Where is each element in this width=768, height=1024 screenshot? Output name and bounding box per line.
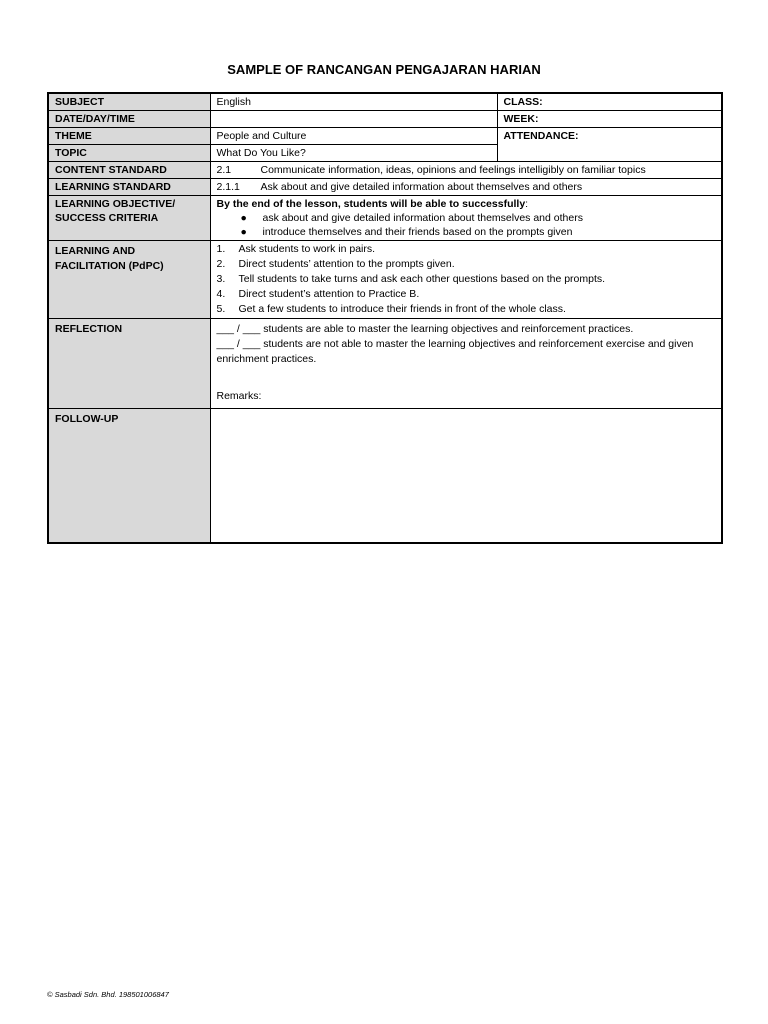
label-objective-line1: LEARNING OBJECTIVE/ xyxy=(55,198,176,210)
label-class: CLASS: xyxy=(497,93,722,111)
reflection-line1: ___ / ___ students are able to master the learning objectives and reinforcement practices. xyxy=(216,323,634,335)
content-standard-number: 2.1 xyxy=(216,164,232,176)
reflection-remarks: Remarks: xyxy=(216,390,262,402)
objective-intro xyxy=(217,197,716,211)
value-facilitation xyxy=(210,241,722,319)
value-followup xyxy=(210,409,722,543)
row-reflection xyxy=(48,319,722,409)
objective-intro-colon: : xyxy=(525,198,529,210)
label-content-standard: CONTENT STANDARD xyxy=(48,162,210,179)
objective-intro-text: By the end of the lesson, students will be able to successfully xyxy=(216,198,526,210)
list-item: 1. Ask students to work in pairs. xyxy=(216,243,376,255)
value-subject: English xyxy=(210,93,497,111)
label-facilitation-line2: FACILITATION (PdPC) xyxy=(55,260,164,272)
bullet-icon: ● xyxy=(240,226,247,238)
label-objective xyxy=(48,196,210,241)
label-facilitation-line1: LEARNING AND xyxy=(55,245,136,257)
learning-standard-number: 2.1.1 xyxy=(216,181,240,193)
value-theme: People and Culture xyxy=(210,128,497,145)
label-reflection: REFLECTION xyxy=(48,319,210,409)
value-objective xyxy=(210,196,722,241)
document-title: SAMPLE OF RANCANGAN PENGAJARAN HARIAN xyxy=(227,62,541,77)
label-date: DATE/DAY/TIME xyxy=(48,111,210,128)
row-theme xyxy=(48,128,722,145)
row-date xyxy=(48,111,722,128)
label-followup: FOLLOW-UP xyxy=(48,409,210,543)
row-followup xyxy=(48,409,722,543)
reflection-line2: ___ / ___ students are not able to master the learning objectives and reinforcement exercise and given enrichment practices. xyxy=(216,338,694,365)
list-item: ● ask about and give detailed information about themselves and others xyxy=(240,212,583,224)
row-learning-standard xyxy=(48,179,722,196)
label-facilitation xyxy=(48,241,210,319)
value-content-standard xyxy=(210,162,722,179)
row-content-standard xyxy=(48,162,722,179)
label-subject: SUBJECT xyxy=(48,93,210,111)
row-objective xyxy=(48,196,722,241)
list-item: ● introduce themselves and their friends based on the prompts given xyxy=(240,226,573,238)
objective-list xyxy=(217,211,716,239)
value-topic: What Do You Like? xyxy=(210,145,497,162)
label-objective-line2: SUCCESS CRITERIA xyxy=(55,212,159,224)
list-item: 4. Direct student’s attention to Practice B. xyxy=(216,288,420,300)
bullet-icon: ● xyxy=(240,212,247,224)
copyright-footer: © Sasbadi Sdn. Bhd. 198501006847 xyxy=(47,990,169,999)
value-reflection xyxy=(210,319,722,409)
list-item: 3. Tell students to take turns and ask each other questions based on the prompts. xyxy=(216,273,606,285)
label-theme: THEME xyxy=(48,128,210,145)
value-date xyxy=(210,111,497,128)
row-facilitation xyxy=(48,241,722,319)
label-learning-standard: LEARNING STANDARD xyxy=(48,179,210,196)
list-item: 2. Direct students’ attention to the prompts given. xyxy=(216,258,455,270)
content-standard-text: Communicate information, ideas, opinions and feelings intelligibly on familiar topics xyxy=(260,164,646,176)
learning-standard-text: Ask about and give detailed information about themselves and others xyxy=(260,181,583,193)
row-subject xyxy=(48,93,722,111)
value-learning-standard xyxy=(210,179,722,196)
facilitation-steps xyxy=(217,242,716,317)
label-attendance: ATTENDANCE: xyxy=(497,128,722,162)
label-topic: TOPIC xyxy=(48,145,210,162)
label-week: WEEK: xyxy=(497,111,722,128)
lesson-plan-table xyxy=(47,92,723,544)
list-item: 5. Get a few students to introduce their friends in front of the whole class. xyxy=(216,303,566,315)
